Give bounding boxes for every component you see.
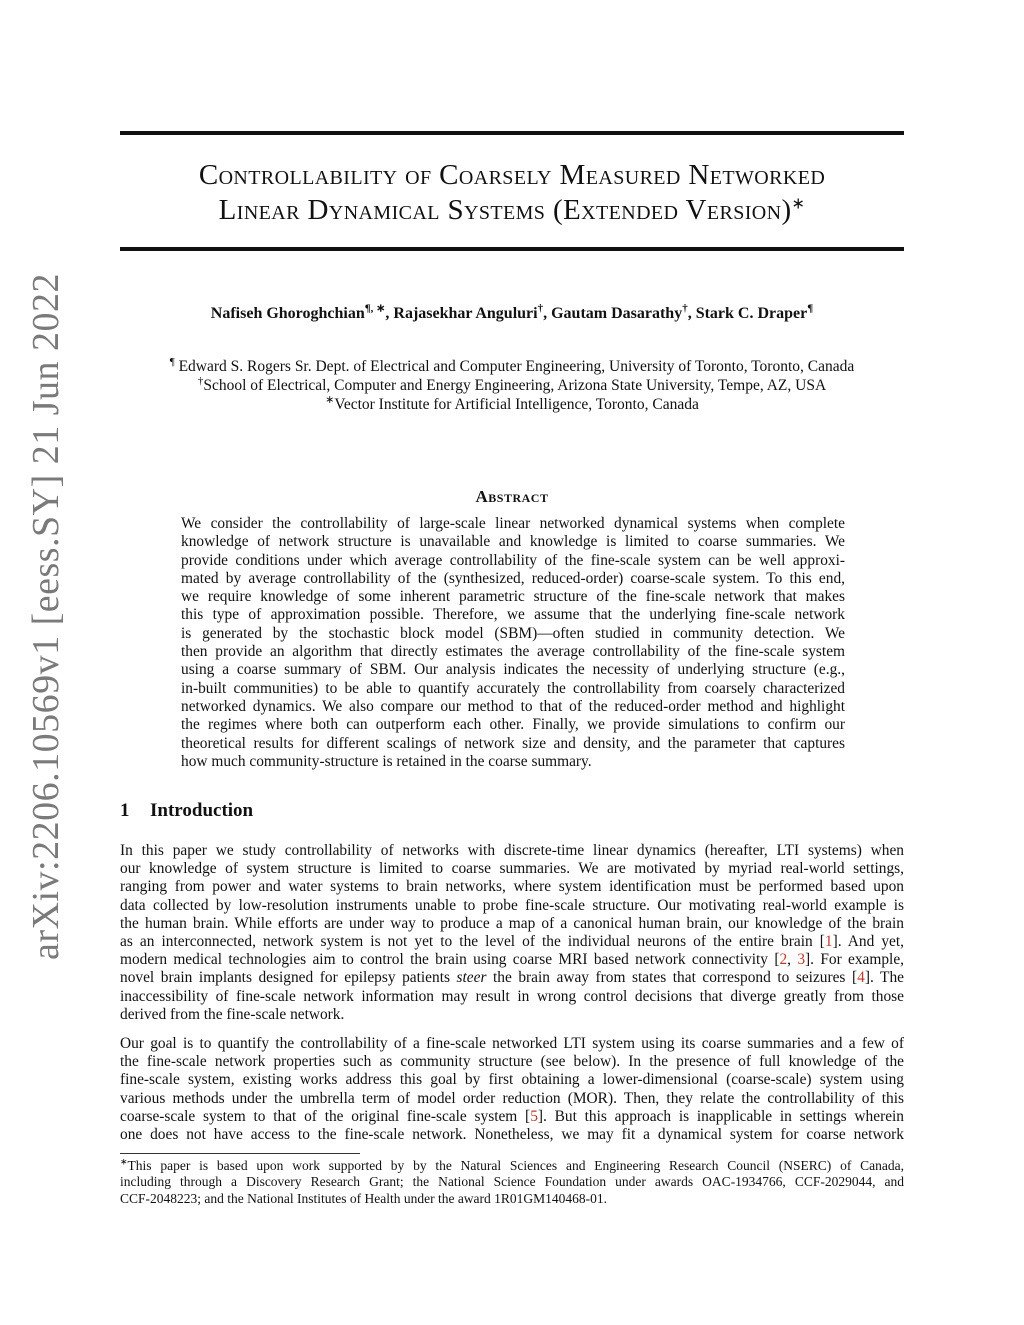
footnote [120,1158,904,1207]
author-mark: † [537,302,544,315]
abstract-line: how much community-structure is retained in the coarse summary. [181,752,592,770]
author-name: Gautam Dasarathy [551,305,683,322]
paragraph-line: the fine-scale network properties such as community structure (see below). In the presence of full knowledge of the [120,1053,904,1071]
paragraph-line: In this paper we study controllability of networks with discrete-time linear dynamics (hereafter, LTI systems) when [120,842,904,859]
paragraph-line: fine-scale system, existing works address this goal by first obtaining a lower-dimensional (coarse-scale) system using [120,1071,904,1089]
abstract-line: using a coarse summary of SBM. Our analysis indicates the necessity of underlying structure (e.g., [181,661,845,679]
abstract-line: provide conditions under which average controllability of the fine-scale system can be well approxi- [181,551,845,569]
paragraph-line: our knowledge of system structure is limited to coarse summaries. We are motivated by myriad real-world settings, [120,860,904,878]
paragraph-line: various methods under the umbrella term of model order reduction (MOR). Then, they relate the controllability of this [120,1089,904,1107]
text-run: coarse-scale system to that of the original fine-scale system [ [120,1107,531,1125]
author-mark: ¶, ∗ [364,302,386,315]
affiliation-text: School of Electrical, Computer and Energy Engineering, Arizona State University, Tempe, AZ, USA [203,377,827,394]
abstract-line: mated by average controllability of the (synthesized, reduced-order) coarse-scale system. To this end, [181,569,845,587]
citation-link[interactable]: 3 [797,951,806,969]
title-footnote-mark: ∗ [791,195,806,213]
affiliation-text: Edward S. Rogers Sr. Dept. of Electrical and Computer Engineering, University of Toronto, Toronto, Canada [174,358,855,375]
affiliations [120,357,904,414]
abstract-line: We consider the controllability of large-scale linear networked dynamical systems when complete [181,515,845,532]
abstract-line: this type of approximation possible. Therefore, we assume that the underlying fine-scale network [181,606,845,624]
paper-title [120,158,904,228]
paragraph-line: inaccessibility of fine-scale network information may result in wrong control decisions that diverge greatly from those [120,987,904,1005]
text-run: ]. The [864,969,904,987]
section-heading-introduction [120,800,253,822]
author-mark: ¶ [807,302,814,315]
text-run: ]. And yet, [832,933,904,951]
affiliation-mark: ¶ [169,355,175,368]
author-list: Nafiseh Ghoroghchian¶, ∗, Rajasekhar Anguluri†, Gautam Dasarathy†, Stark C. Draper¶ [210,302,814,322]
citation-link[interactable]: 4 [857,969,865,987]
footnote-line: CCF-2048223; and the National Institutes of Health under the award 1R01GM140468-01. [120,1190,608,1206]
paragraph-line: data collected by low-resolution instruments unable to probe fine-scale structure. Our motivating real-world example is [120,896,904,914]
paragraph-line: ranging from power and water systems to brain networks, where system identification must be performed based upon [120,878,904,896]
abstract-line: theoretical results for different scalings of network size and density, and the parameter that captures [181,734,845,752]
text-run: as an interconnected, network system is not yet to the level of the individual neurons of the entire brain [ [120,933,825,951]
arxiv-identifier-stamp: arXiv:2206.10569v1 [eess.SY] 21 Jun 2022 [25,272,67,960]
title-line-2 [120,193,904,228]
text-run: novel brain implants designed for epilepsy patients [120,969,457,987]
paragraph-line [120,1108,904,1126]
citation-link[interactable]: 2 [779,951,788,969]
text-run: ]. For example, [805,951,904,969]
footnote-line [120,1158,904,1174]
abstract-line: networked dynamics. We also compare our method to that of the reduced-order method and highlight [181,697,845,715]
title-line-1: Controllability of Coarsely Measured Networked [198,159,826,191]
abstract-line: then provide an algorithm that directly estimates the average controllability of the fine-scale system [181,643,845,661]
abstract-line: is generated by the stochastic block model (SBM)—often studied in community detection. We [181,624,845,642]
citation-link[interactable]: 1 [824,933,833,951]
text-run: ]. But this approach is inapplicable in settings wherein [537,1107,905,1125]
footnote-text: This paper is based upon work supported by by the Natural Sciences and Engineering Research Council (NSERC) of Canada, [127,1158,904,1173]
title-line-2-text: Linear Dynamical Systems (Extended Version) [218,194,792,226]
paragraph-line [120,933,904,951]
text-run: modern medical technologies aim to control the brain using coarse MRI based network connectivity [ [120,951,780,969]
paragraph-line: one does not have access to the fine-scale network. Nonetheless, we may fit a dynamical system for coarse network [120,1126,904,1144]
paragraph-line: Our goal is to quantify the controllability of a fine-scale networked LTI system using its coarse summaries and a few of [120,1035,904,1052]
footnote-mark: ∗ [120,1156,128,1167]
footnote-rule [120,1153,360,1154]
affiliation-text: Vector Institute for Artificial Intelligence, Toronto, Canada [334,396,699,413]
author-name: Rajasekhar Anguluri [393,305,538,322]
text-run: the brain away from states that correspond to seizures [ [486,969,858,987]
title-rule-top [120,131,904,135]
title-rule-bottom [120,247,904,251]
affiliation-line [120,395,904,414]
paragraph-line [120,969,904,987]
abstract-line: in-built communities) to be able to quantify accurately the controllability from coarsely characterized [181,679,845,697]
paragraph-line: derived from the fine-scale network. [120,1005,345,1023]
abstract-line: we require knowledge of some inherent parametric structure of the fine-scale network that makes [181,588,845,606]
abstract-body [181,515,845,771]
section-number: 1 [120,800,130,821]
emphasis-text: steer [456,969,487,987]
citation-link[interactable]: 5 [530,1107,538,1125]
abstract-line: the regimes where both can outperform each other. Finally, we provide simulations to confirm our [181,716,845,734]
abstract-heading: Abstract [475,487,549,506]
paragraph-line [120,951,904,969]
affiliation-line [120,357,904,376]
affiliation-line [120,376,904,395]
section-title: Introduction [150,800,254,821]
affiliation-mark: ∗ [325,393,335,406]
text-run: , [787,951,798,969]
footnote-line: including through a Discovery Research Grant; the National Science Foundation under awards OAC-1934766, CCF-2029044, and [120,1174,904,1190]
author-name: Nafiseh Ghoroghchian [210,305,365,322]
paragraph-line: the human brain. While efforts are under way to produce a map of a canonical human brain, our knowledge of the brain [120,914,904,932]
author-name: Stark C. Draper [695,305,808,322]
intro-paragraph-2 [120,1035,904,1144]
abstract-line: knowledge of network structure is unavailable and knowledge is limited to coarse summaries. We [181,533,845,551]
author-mark: † [682,302,688,315]
intro-paragraph-1 [120,842,904,1024]
affiliation-mark: † [197,374,204,387]
